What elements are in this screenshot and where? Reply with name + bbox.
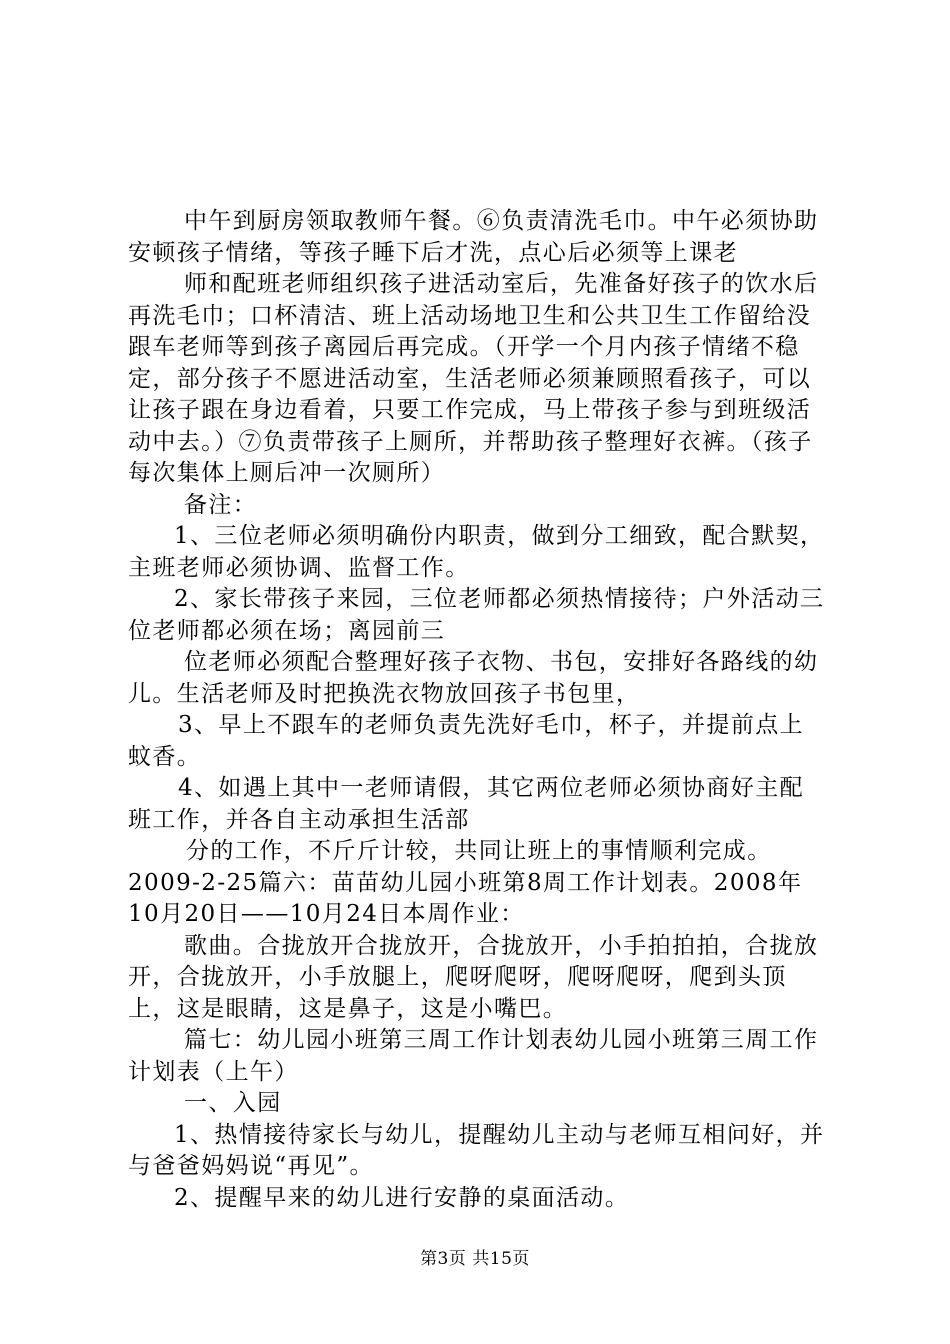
paragraph-remark-4: 4、如遇上其中一老师请假，其它两位老师必须协商好主配班工作，并各自主动承担生活部: [128, 775, 805, 833]
paragraph-remark-4-continued: 分的工作，不斤斤计较，共同让班上的事情顺利完成。2009-2-25篇六：苗苗幼儿园小班第8周工作计划表。2008年10月20日——10月24日本周作业：: [128, 838, 803, 927]
paragraph-song: 歌曲。合拢放开合拢放开，合拢放开，小手拍拍拍，合拢放开，合拢放开，小手放腿上，爬呀爬呀，爬呀爬呀，爬到头顶上，这是眼睛，这是鼻子，这是小嘴巴。: [128, 932, 819, 1022]
paragraph-remark-2-continued: 位老师必须配合整理好孩子衣物、书包，安排好各路线的幼儿。生活老师及时把换洗衣物放回孩子书包里，: [128, 649, 819, 707]
paragraph-1: 中午到厨房领取教师午餐。⑥负责清洗毛巾。中午必须协助安顿孩子情绪，等孩子睡下后才洗，点心后必须等上课老: [128, 208, 819, 266]
paragraph-remark-3: 3、早上不跟车的老师负责先洗好毛巾，杯子，并提前点上蚊香。: [128, 712, 805, 770]
paragraph-entry-heading: 一、入园: [184, 1090, 282, 1116]
paragraph-entry-2: 2、提醒早来的幼儿进行安静的桌面活动。: [174, 1184, 630, 1211]
paragraph-remark-2: 2、家长带孩子来园，三位老师都必须热情接待；户外活动三位老师都必须在场；离园前三: [128, 586, 825, 644]
document-body: [128, 206, 828, 1214]
paragraph-section-seven: 篇七：幼儿园小班第三周工作计划表幼儿园小班第三周工作计划表（上午）: [128, 1027, 819, 1085]
paragraph-remark-1: 1、三位老师必须明确份内职责，做到分工细致，配合默契，主班老师必须协调、监督工作。: [128, 523, 825, 581]
paragraph-entry-1: 1、热情接待家长与幼儿，提醒幼儿主动与老师互相问好，并与爸爸妈妈说“再见”。: [128, 1121, 825, 1179]
page-number-footer: 第3页 共15页: [420, 1249, 530, 1269]
paragraph-remarks-heading: 备注：: [184, 491, 258, 518]
paragraph-2: 师和配班老师组织孩子进活动室后，先准备好孩子的饮水后再洗毛巾；口杯清洁、班上活动场地卫生和公共卫生工作留给没跟车老师等到孩子离园后再完成。（开学一个月内孩子情绪不稳定，部分孩子不愿进活动室，生活老师必须兼顾照看孩子，可以让孩子跟在身边看着，只要工作完成，马上带孩子参与到班级活动中去。）⑦负责带孩子上厕所，并帮助孩子整理好衣裤。（孩子每次集体上厕后冲一次厕所）: [128, 271, 819, 486]
